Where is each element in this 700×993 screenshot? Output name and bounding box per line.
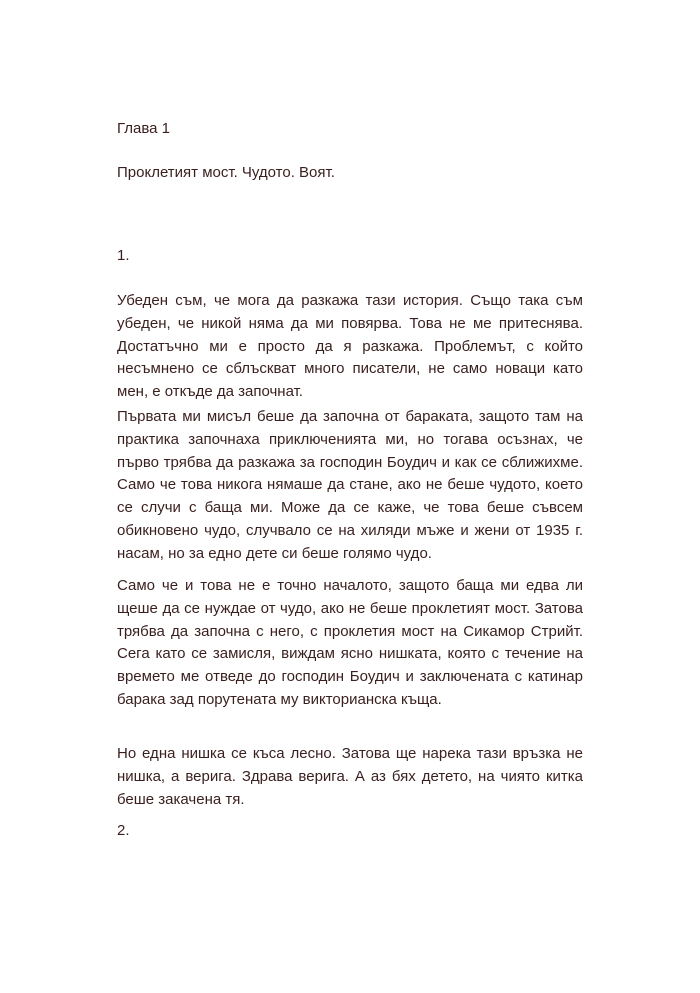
section-number-1: 1.	[117, 247, 130, 264]
paragraph-3: Само че и това не е точно началото, защото баща ми едва ли щеше да се нуждае от чудо, ако не беше проклетият мост. Затова трябва да започна с него, с проклетия мост на Сикамор Стрийт. Сега като се замисля, виждам ясно нишката, която с течение на времето ме отведе до господин Боудич и заключената с катинар барака зад порутената му викторианска къща.	[117, 577, 583, 708]
paragraph-4: Но една нишка се къса лесно. Затова ще нарека тази връзка не нишка, а верига. Здрава верига. А аз бях детето, на чиято китка беше закачена тя.	[117, 745, 583, 808]
section-number-2: 2.	[117, 822, 130, 839]
paragraph-2: Първата ми мисъл беше да започна от бараката, защото там на практика започнаха приключенията ми, но тогава осъзнах, че първо трябва да разкажа за господин Боудич и как се сближихме. Само че това никога нямаше да стане, ако не беше чудото, което се случи с баща ми. Може да се каже, че това беше съвсем обикновено чудо, случвало се на хиляди мъже и жени от 1935 г. насам, но за едно дете си беше голямо чудо.	[117, 408, 583, 562]
chapter-heading: Глава 1	[117, 120, 171, 137]
paragraph-1: Убеден съм, че мога да разкажа тази история. Също така съм убеден, че никой няма да ми повярва. Това не ме притеснява. Достатъчно ми е просто да я разкажа. Проблемът, с който несъмнено се сблъскват много писатели, не само новаци като мен, е откъде да започнат.	[117, 292, 583, 401]
chapter-subtitle: Проклетият мост. Чудото. Воят.	[117, 164, 335, 181]
